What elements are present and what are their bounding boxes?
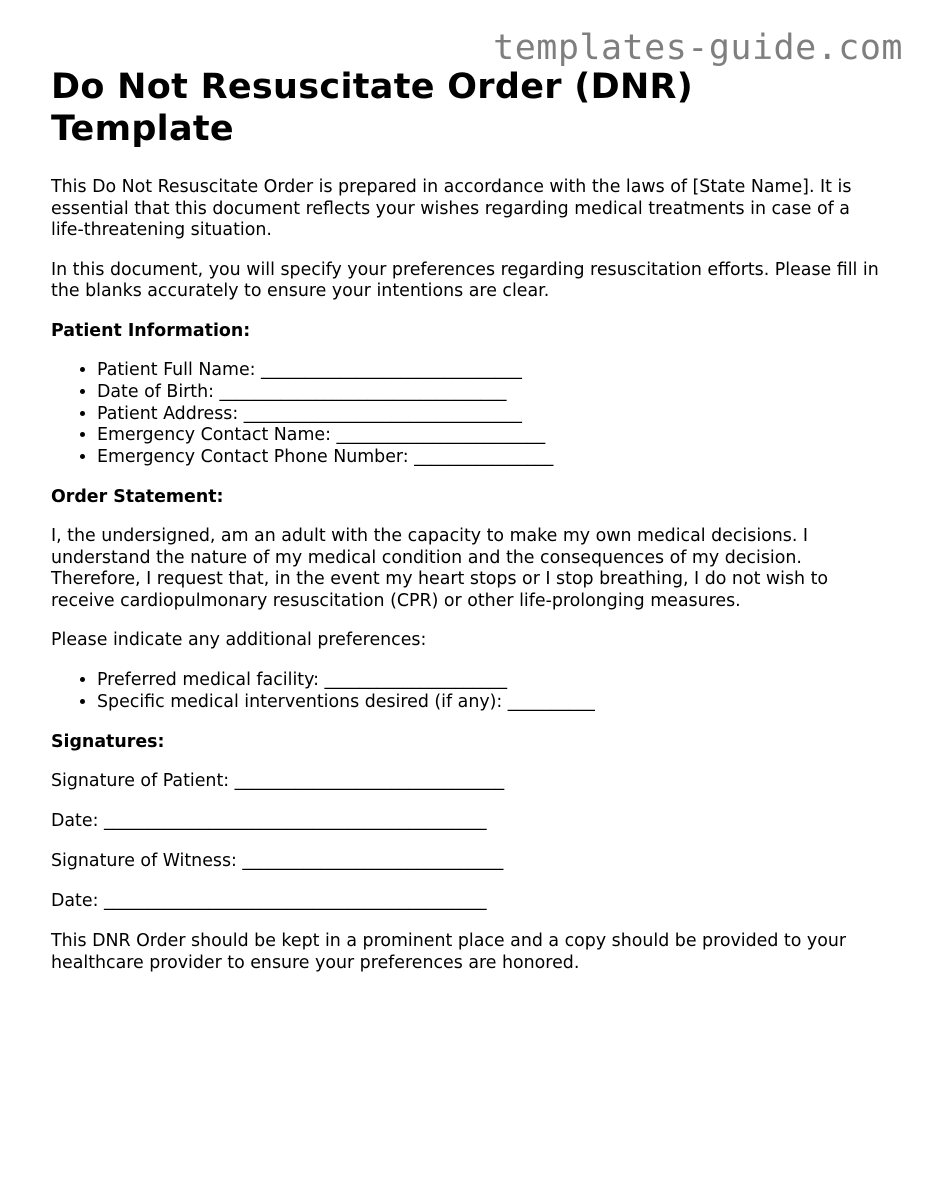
patient-information-heading: Patient Information: xyxy=(51,320,251,341)
closing-paragraph: This DNR Order should be kept in a prominent place and a copy should be provided to your healthcare provider to ensure your preferences are honored. xyxy=(51,931,847,973)
patient-full-name-field[interactable]: • Patient Full Name: ______________________________ xyxy=(97,360,881,382)
preferred-medical-facility-field[interactable]: • Preferred medical facility: _____________________ xyxy=(97,670,881,692)
witness-signature-date-field[interactable]: Date: ____________________________________________ xyxy=(51,891,487,912)
patient-address-field[interactable]: • Patient Address: ________________________________ xyxy=(97,404,881,426)
date-of-birth-field[interactable]: • Date of Birth: _________________________________ xyxy=(97,382,881,404)
document-title: Do Not Resuscitate Order (DNR) Template xyxy=(51,67,694,149)
emergency-contact-name-field[interactable]: • Emergency Contact Name: ________________________ xyxy=(97,425,881,447)
watermark-text: templates-guide.com xyxy=(493,28,903,68)
patient-information-list xyxy=(51,360,881,469)
order-statement-text: I, the undersigned, am an adult with the capacity to make my own medical decisions. I understand the nature of my medical condition and the consequences of my decision. Therefore, I request that, in the event my heart stops or I stop breathing, I do not wish to receive cardiopulmonary resuscitation (CPR) or other life-prolonging measures. xyxy=(51,526,829,611)
order-statement-heading: Order Statement: xyxy=(51,486,224,507)
preferences-list xyxy=(51,670,881,714)
witness-signature-field[interactable]: Signature of Witness: ______________________________ xyxy=(51,851,504,872)
signatures-heading: Signatures: xyxy=(51,731,165,752)
intro-paragraph-2: In this document, you will specify your preferences regarding resuscitation efforts. Please fill in the blanks accurately to ensure your intentions are clear. xyxy=(51,259,879,301)
patient-signature-field[interactable]: Signature of Patient: _______________________________ xyxy=(51,771,505,792)
preferences-prompt: Please indicate any additional preferences: xyxy=(51,630,427,651)
emergency-contact-phone-field[interactable]: • Emergency Contact Phone Number: ________________ xyxy=(97,447,881,469)
patient-signature-date-field[interactable]: Date: ____________________________________________ xyxy=(51,811,487,832)
document-body xyxy=(51,66,881,992)
intro-paragraph-1: This Do Not Resuscitate Order is prepared in accordance with the laws of [State Name]. It is essential that this document reflects your wishes regarding medical treatments in case of a life-threatening situation. xyxy=(51,177,852,240)
medical-interventions-field[interactable]: • Specific medical interventions desired (if any): __________ xyxy=(97,692,881,714)
